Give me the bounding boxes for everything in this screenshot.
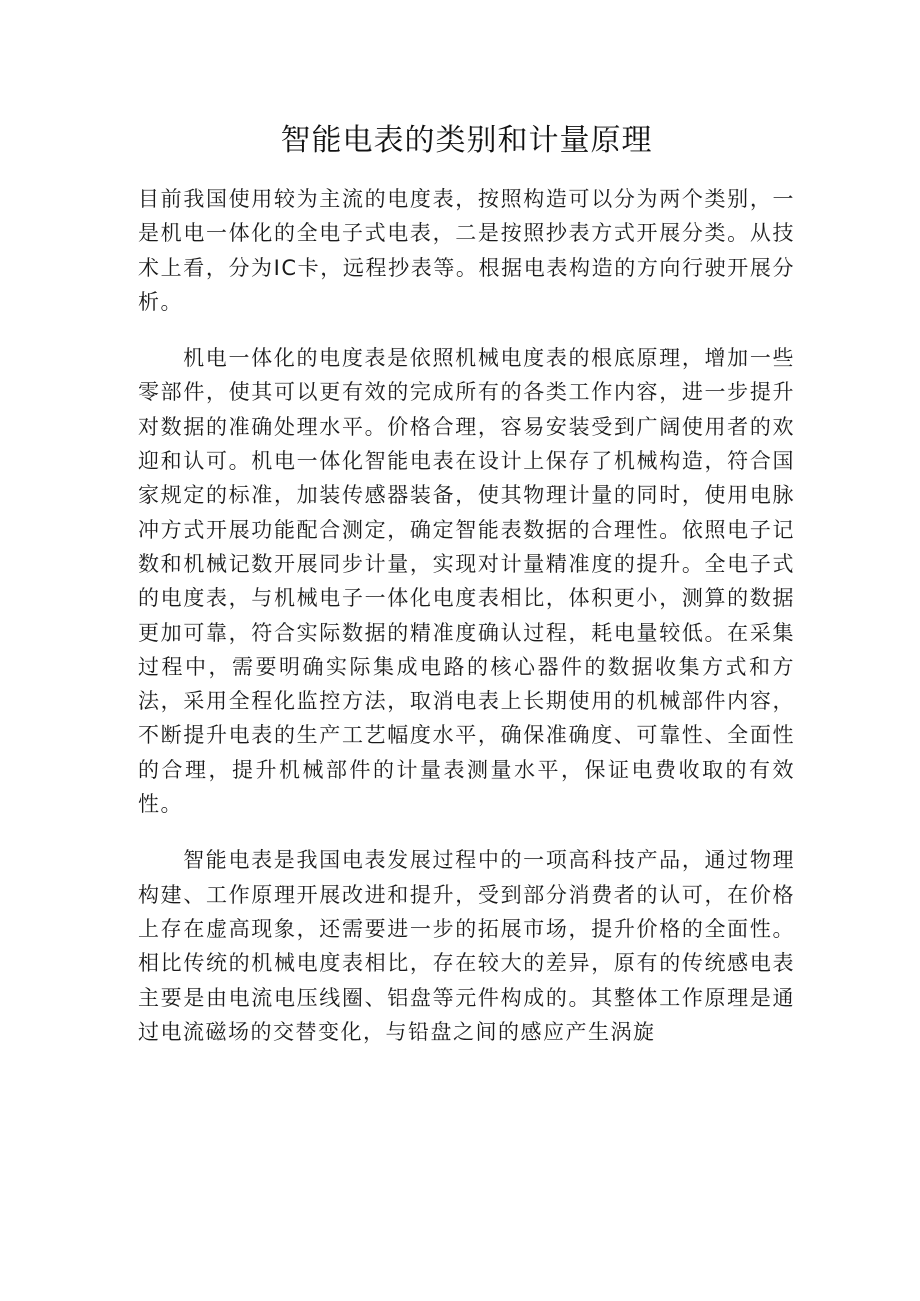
paragraph-electromechanical-meter: 机电一体化的电度表是依照机械电度表的根底原理，增加一些零部件，使其可以更有效的完成所有的各类工作内容，进一步提升对数据的准确处理水平。价格合理，容易安装受到广阔使用者的欢迎和认可。机电一体化智能电表在设计上保存了机械构造，符合国家规定的标准，加装传感器装备，使其物理计量的同时，使用电脉冲方式开展功能配合测定，确定智能表数据的合理性。依照电子记数和机械记数开展同步计量，实现对计量精准度的提升。全电子式的电度表，与机械电子一体化电度表相比，体积更小，测算的数据更加可靠，符合实际数据的精准度确认过程，耗电量较低。在采集过程中，需要明确实际集成电路的核心器件的数据收集方式和方法，采用全程化监控方法，取消电表上长期使用的机械部件内容，不断提升电表的生产工艺幅度水平，确保准确度、可靠性、全面性的合理，提升机械部件的计量表测量水平，保证电费收取的有效性。 <box>138 346 795 817</box>
paragraph-smart-meter: 智能电表是我国电表发展过程中的一项高科技产品，通过物理构建、工作原理开展改进和提升，受到部分消费者的认可，在价格上存在虚高现象，还需要进一步的拓展市场，提升价格的全面性。相比传统的机械电度表相比，存在较大的差异，原有的传统感电表主要是由电流电压线圈、铝盘等元件构成的。其整体工作原理是通过电流磁场的交替变化，与铅盘之间的感应产生涡旋 <box>138 848 795 1044</box>
paragraph-intro: 目前我国使用较为主流的电度表，按照构造可以分为两个类别，一是机电一体化的全电子式电表，二是按照抄表方式开展分类。从技术上看，分为IC卡，远程抄表等。根据电表构造的方向行驶开展分析。 <box>138 187 795 314</box>
document-title: 智能电表的类别和计量原理 <box>280 123 653 158</box>
